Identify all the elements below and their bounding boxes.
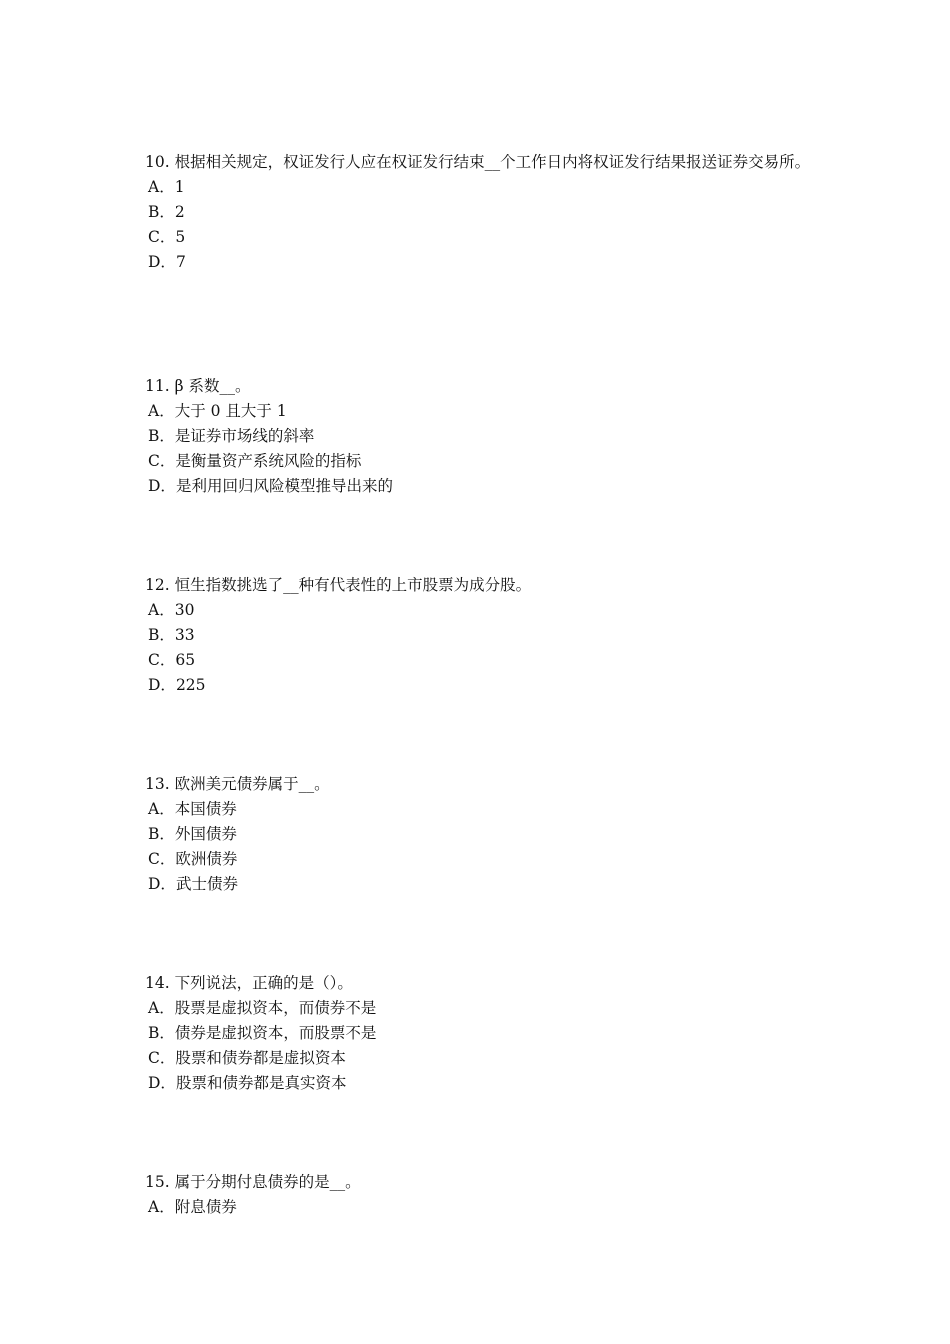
option-a xyxy=(145,598,815,623)
option-text: 33 xyxy=(174,626,195,644)
option-list xyxy=(145,1195,815,1220)
option-c xyxy=(145,648,815,673)
question-stem: 14. 下列说法，正确的是（）。 xyxy=(145,974,353,992)
option-a xyxy=(145,399,815,424)
option-letter: B． xyxy=(148,203,175,221)
option-letter: C． xyxy=(148,228,176,246)
option-c xyxy=(145,847,815,872)
option-letter: D． xyxy=(148,253,176,271)
option-a xyxy=(145,996,815,1021)
option-list xyxy=(145,797,815,897)
option-text: 30 xyxy=(174,601,195,619)
option-text: 大于 0 且大于 1 xyxy=(174,402,287,420)
option-text: 是衡量资产系统风险的指标 xyxy=(175,452,362,470)
option-text: 股票和债券都是虚拟资本 xyxy=(175,1049,346,1067)
option-letter: A． xyxy=(148,601,175,619)
option-text: 5 xyxy=(175,228,186,246)
option-d xyxy=(145,1071,815,1096)
option-c xyxy=(145,449,815,474)
option-text: 2 xyxy=(174,203,185,221)
option-text: 225 xyxy=(175,676,206,694)
option-d xyxy=(145,250,815,275)
question-13 xyxy=(145,772,815,897)
option-letter: A． xyxy=(148,402,175,420)
option-list xyxy=(145,399,815,499)
option-text: 债券是虚拟资本，而股票不是 xyxy=(174,1024,377,1042)
option-letter: D． xyxy=(148,477,176,495)
option-letter: C． xyxy=(148,452,176,470)
option-text: 武士债券 xyxy=(175,875,238,893)
question-15 xyxy=(145,1170,815,1220)
option-c xyxy=(145,225,815,250)
option-text: 7 xyxy=(175,253,186,271)
option-letter: A． xyxy=(148,800,175,818)
option-d xyxy=(145,673,815,698)
option-list xyxy=(145,598,815,698)
option-text: 1 xyxy=(174,178,185,196)
option-list xyxy=(145,996,815,1096)
option-text: 是利用回归风险模型推导出来的 xyxy=(175,477,393,495)
option-b xyxy=(145,623,815,648)
option-b xyxy=(145,1021,815,1046)
option-text: 附息债券 xyxy=(174,1198,237,1216)
question-11 xyxy=(145,374,815,499)
option-text: 是证券市场线的斜率 xyxy=(174,427,315,445)
option-letter: B． xyxy=(148,626,175,644)
option-letter: A． xyxy=(148,178,175,196)
option-list xyxy=(145,175,815,275)
option-b xyxy=(145,822,815,847)
option-text: 欧洲债券 xyxy=(175,850,238,868)
option-d xyxy=(145,872,815,897)
question-stem: 12. 恒生指数挑选了__种有代表性的上市股票为成分股。 xyxy=(145,576,532,594)
option-letter: C． xyxy=(148,850,176,868)
question-14 xyxy=(145,971,815,1096)
option-text: 65 xyxy=(175,651,196,669)
option-letter: A． xyxy=(148,1198,175,1216)
option-d xyxy=(145,474,815,499)
question-10 xyxy=(145,150,815,275)
option-text: 外国债券 xyxy=(174,825,237,843)
option-text: 股票和债券都是真实资本 xyxy=(175,1074,347,1092)
option-letter: C． xyxy=(148,651,176,669)
option-letter: C． xyxy=(148,1049,176,1067)
option-letter: D． xyxy=(148,676,176,694)
option-letter: B． xyxy=(148,427,175,445)
question-stem: 15. 属于分期付息债券的是__。 xyxy=(145,1173,361,1191)
option-c xyxy=(145,1046,815,1071)
option-b xyxy=(145,424,815,449)
option-a xyxy=(145,175,815,200)
question-stem: 13. 欧洲美元债券属于__。 xyxy=(145,775,330,793)
option-text: 本国债券 xyxy=(174,800,237,818)
option-a xyxy=(145,1195,815,1220)
option-text: 股票是虚拟资本，而债券不是 xyxy=(174,999,377,1017)
option-letter: B． xyxy=(148,825,175,843)
option-letter: D． xyxy=(148,1074,176,1092)
question-stem: 10. 根据相关规定，权证发行人应在权证发行结束__个工作日内将权证发行结果报送证券交易所。 xyxy=(145,153,811,171)
option-a xyxy=(145,797,815,822)
question-12 xyxy=(145,573,815,698)
option-letter: B． xyxy=(148,1024,175,1042)
option-letter: D． xyxy=(148,875,176,893)
option-letter: A． xyxy=(148,999,175,1017)
option-b xyxy=(145,200,815,225)
question-stem: 11. β 系数__。 xyxy=(145,377,251,395)
